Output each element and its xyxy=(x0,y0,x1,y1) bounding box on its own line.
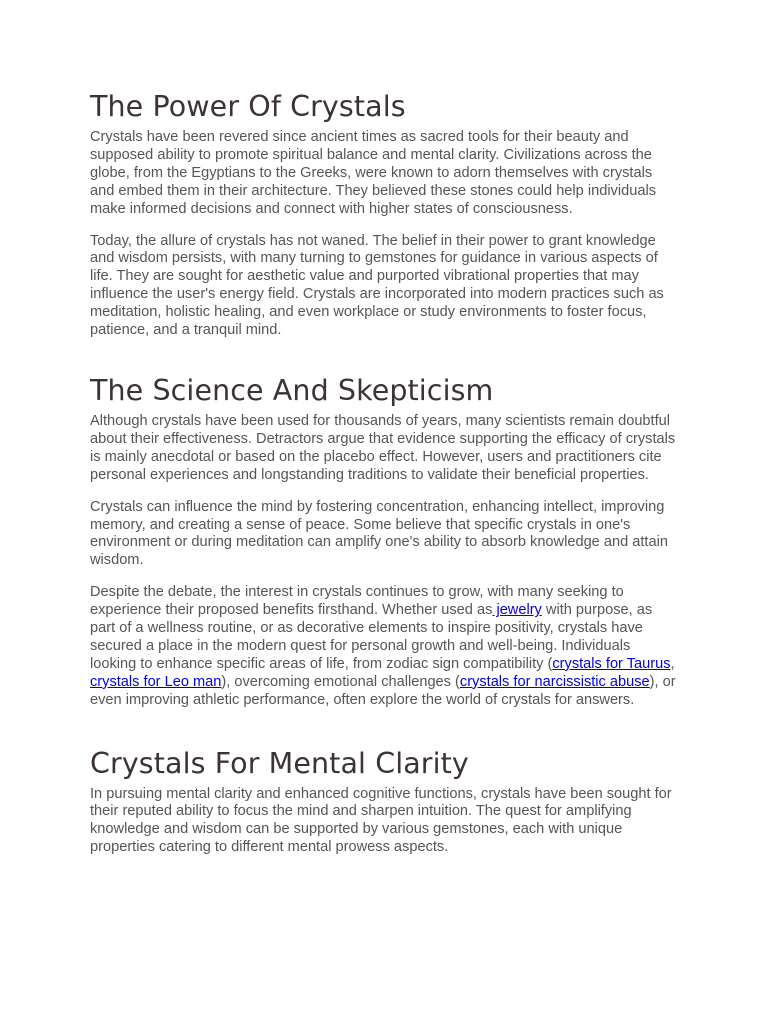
paragraph: Although crystals have been used for thousands of years, many scientists remain doubtful about their effectiveness. Detractors argue that evidence supporting the efficacy of crystals is mainly anecdotal or based on the placebo effect. However, users and practitioners cite personal experiences and longstanding traditions to validate their beneficial properties. xyxy=(90,412,676,483)
paragraph-text: ), overcoming emotional challenges ( xyxy=(221,673,460,690)
section-heading-science-and-skepticism: The Science And Skepticism xyxy=(90,373,494,407)
paragraph-text: with purpose, as part of a wellness routine, or as decorative elements to inspire positivity, crystals have secured a place in the modern quest for personal growth and well-being. Individuals looking to enhance specific areas of life, from zodiac sign compatibility ( xyxy=(90,602,653,672)
section-spacer xyxy=(90,354,680,372)
crystals-for-narcissistic-abuse-link[interactable]: crystals for narcissistic abuse xyxy=(459,673,650,690)
paragraph-text: , xyxy=(670,655,675,672)
paragraph: In pursuing mental clarity and enhanced cognitive functions, crystals have been sought for their reputed ability to focus the mind and sharpen intuition. The quest for amplifying knowledge and wisdom can be supported by various gemstones, each with unique properties catering to different mental prowess aspects. xyxy=(90,785,672,856)
paragraph: Crystals can influence the mind by fostering concentration, enhancing intellect, improving memory, and creating a sense of peace. Some believe that specific crystals in one's environment or during meditation can amplify one's ability to absorb knowledge and attain wisdom. xyxy=(90,498,668,569)
section-heading-power-of-crystals: The Power Of Crystals xyxy=(90,90,406,123)
paragraph-with-links xyxy=(90,584,680,709)
paragraph-text: ), or even improving athletic performance, often explore the world of crystals for answers. xyxy=(90,673,676,708)
article xyxy=(90,88,680,871)
paragraph-text: Despite the debate, the interest in crystals continues to grow, with many seeking to experience their proposed benefits firsthand. Whether used as xyxy=(90,584,624,619)
crystals-for-leo-man-link[interactable]: crystals for Leo man xyxy=(90,673,222,690)
section-heading-mental-clarity: Crystals For Mental Clarity xyxy=(90,746,469,780)
crystals-for-taurus-link[interactable]: crystals for Taurus xyxy=(552,655,671,672)
paragraph: Crystals have been revered since ancient times as sacred tools for their beauty and supposed ability to promote spiritual balance and mental clarity. Civilizations across the globe, from the Egyptians to the Greeks, were known to adorn themselves with crystals and embed them in their architecture. They believed these stones could help individuals make informed decisions and connect with higher states of consciousness. xyxy=(90,129,656,217)
paragraph: Today, the allure of crystals has not waned. The belief in their power to grant knowledge and wisdom persists, with many turning to gemstones for guidance in various aspects of life. They are sought for aesthetic value and purported vibrational properties that may influence the user's energy field. Crystals are incorporated into modern practices such as meditation, holistic healing, and even workplace or study environments to foster focus, patience, and a tranquil mind. xyxy=(90,232,664,339)
section-spacer xyxy=(90,724,680,745)
jewelry-link[interactable]: jewelry xyxy=(492,602,542,619)
